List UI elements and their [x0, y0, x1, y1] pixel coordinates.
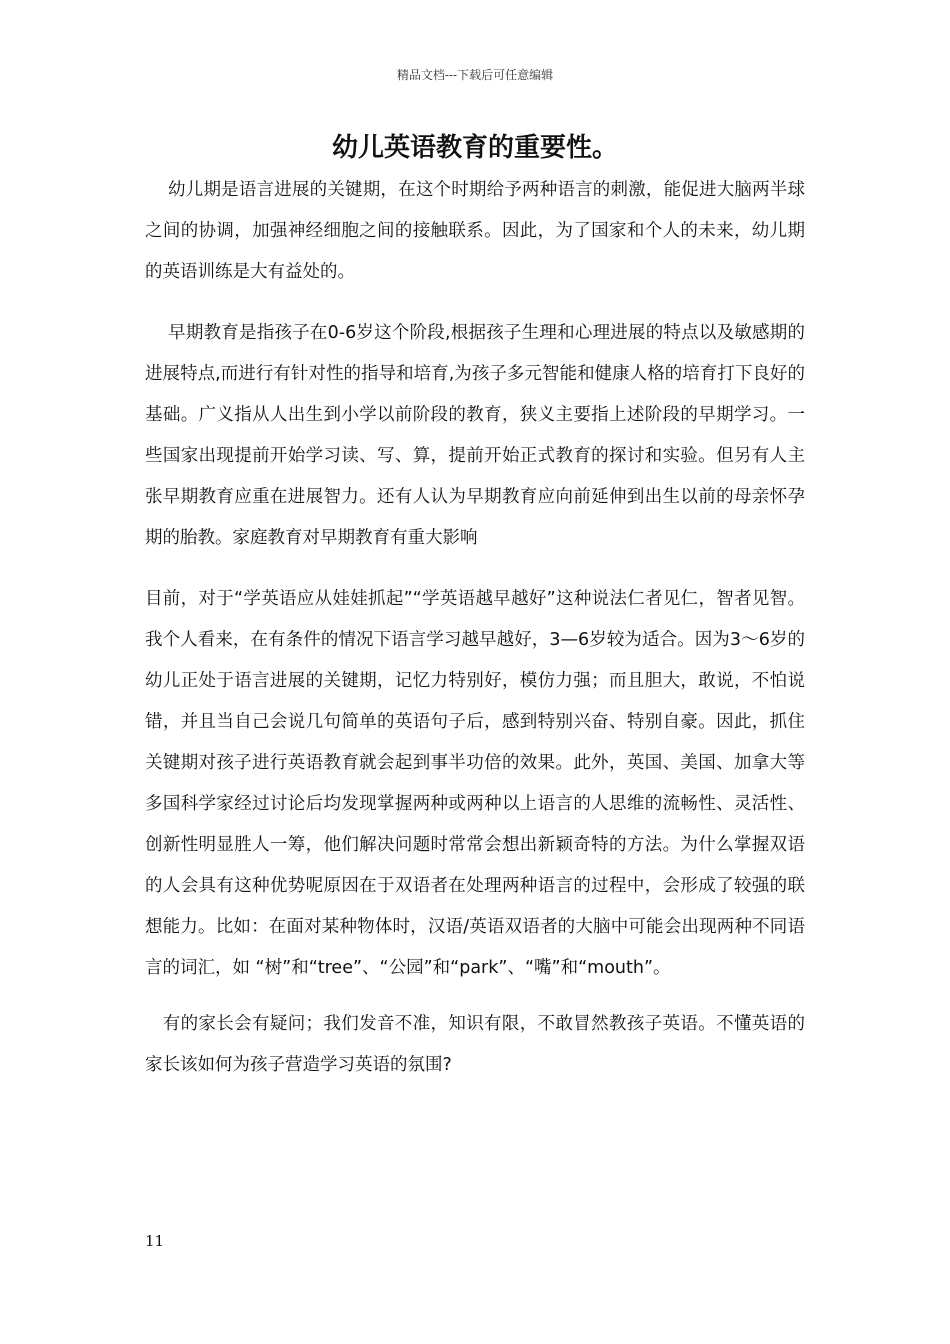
paragraph-language-critical-period: 幼儿期是语言进展的关键期，在这个时期给予两种语言的刺激，能促进大脑两半球之间的协调，加强神经细胞之间的接触联系。因此，为了国家和个人的未来，幼儿期的英语训练是大有益处的。	[145, 180, 805, 282]
paragraph-gap	[145, 989, 805, 1004]
paragraph-gap	[145, 559, 805, 579]
header-note: 精品文档---下载后可任意编辑	[396, 68, 554, 82]
document-body	[145, 170, 805, 1086]
paragraph-parent-question: 有的家长会有疑问；我们发音不准，知识有限，不敢冒然教孩子英语。不懂英语的家长该如何为孩子营造学习英语的氛围?	[145, 1014, 805, 1075]
page-number: 11	[145, 1232, 165, 1250]
paragraph-start-early: 目前，对于“学英语应从娃娃抓起”“学英语越早越好”这种说法仁者见仁，智者见智。我个人看来，在有条件的情况下语言学习越早越好，3—6岁较为适合。因为3～6岁的幼儿正处于语言进展的关键期，记忆力特别好，模仿力强；而且胆大，敢说，不怕说错，并且当自己会说几句简单的英语句子后，感到特别兴奋、特别自豪。因此，抓住关键期对孩子进行英语教育就会起到事半功倍的效果。此外，英国、美国、加拿大等多国科学家经过讨论后均发现掌握两种或两种以上语言的人思维的流畅性、灵活性、创新性明显胜人一筹，他们解决问题时常常会想出新颖奇特的方法。为什么掌握双语的人会具有这种优势呢原因在于双语者在处理两种语言的过程中，会形成了较强的联想能力。比如：在面对某种物体时，汉语/英语双语者的大脑中可能会出现两种不同语言的词汇，如 “树”和“tree”、“公园”和“park”、“嘴”和“mouth”。	[145, 589, 805, 978]
paragraph-gap	[145, 293, 805, 313]
paragraph-early-education: 早期教育是指孩子在0-6岁这个阶段,根据孩子生理和心理进展的特点以及敏感期的进展特点,而进行有针对性的指导和培育,为孩子多元智能和健康人格的培育打下良好的基础。广义指从人出生到小学以前阶段的教育，狭义主要指上述阶段的早期学习。一些国家出现提前开始学习读、写、算，提前开始正式教育的探讨和实验。但另有人主张早期教育应重在进展智力。还有人认为早期教育应向前延伸到出生以前的母亲怀孕期的胎教。家庭教育对早期教育有重大影响	[145, 323, 805, 548]
document-title: 幼儿英语教育的重要性。	[331, 133, 618, 163]
